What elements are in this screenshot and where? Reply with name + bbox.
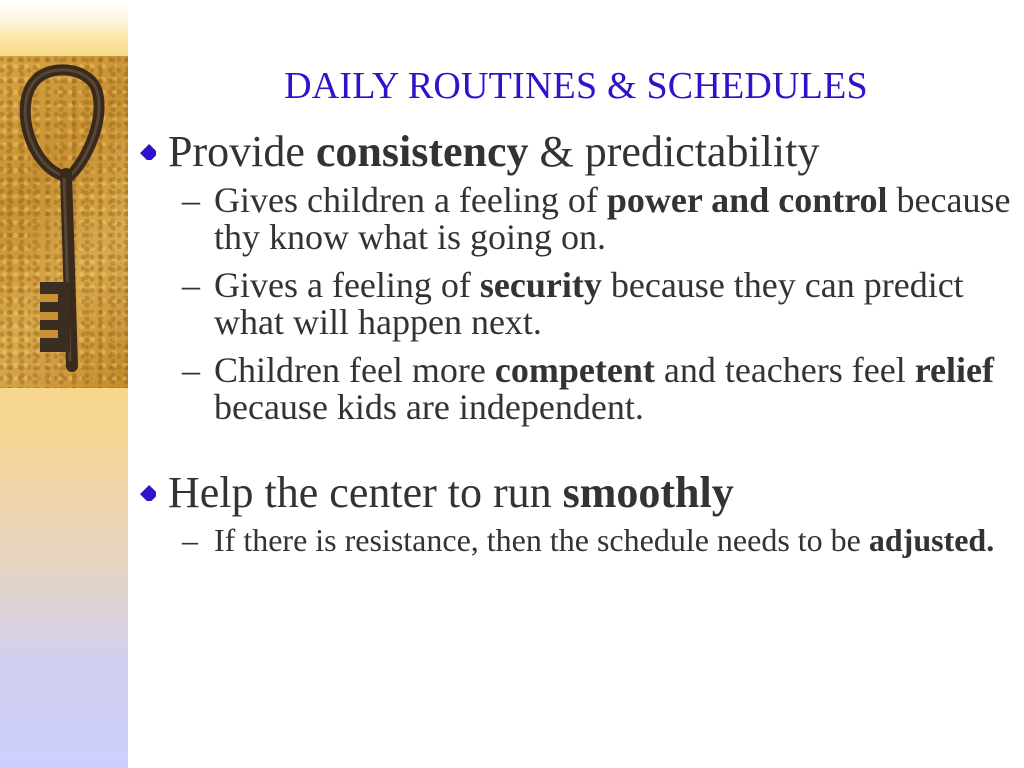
bullet-emphasis: consistency	[315, 127, 529, 176]
bullet-text: & predictability	[528, 127, 820, 176]
sub-emphasis: adjusted.	[868, 522, 995, 558]
dash-marker: –	[182, 522, 198, 558]
sub-text: because they can predict what will happen next.	[214, 265, 964, 342]
bullet-item-consistency	[136, 126, 1016, 178]
sub-item-power-control	[136, 182, 1016, 256]
sub-text: because thy know what is going on.	[214, 180, 1011, 257]
bullet-item-smoothly	[136, 467, 1016, 519]
sub-item-adjusted	[136, 523, 1016, 558]
dash-marker: –	[182, 350, 200, 390]
dash-marker: –	[182, 180, 200, 220]
sub-item-competent-relief	[136, 352, 1016, 426]
sub-text: If there is resistance, then the schedule needs to be	[214, 522, 869, 558]
sub-list	[136, 523, 1016, 558]
bullet-list	[136, 126, 1016, 569]
spacer	[136, 437, 1016, 467]
bullet-text: Provide	[168, 127, 316, 176]
dash-marker: –	[182, 265, 200, 305]
key-icon	[0, 56, 128, 388]
bullet-text: Help the center to run	[168, 468, 563, 517]
slide-title: DAILY ROUTINES & SCHEDULES	[284, 65, 868, 107]
sub-emphasis: security	[479, 265, 602, 305]
sub-text: Gives a feeling of	[214, 265, 480, 305]
sub-item-security	[136, 267, 1016, 341]
sub-list	[136, 182, 1016, 426]
sub-text: Gives children a feeling of	[214, 180, 607, 220]
bullet-emphasis: smoothly	[562, 468, 734, 517]
sub-text: because kids are independent.	[214, 387, 644, 427]
diamond-bullet-icon	[140, 485, 156, 501]
sub-emphasis: competent	[494, 350, 655, 390]
sub-text: Children feel more	[214, 350, 495, 390]
sub-text: and teachers feel	[654, 350, 915, 390]
sub-emphasis: power and control	[606, 180, 888, 220]
sub-emphasis: relief	[914, 350, 994, 390]
diamond-bullet-icon	[140, 144, 156, 160]
key-photo	[0, 56, 128, 388]
